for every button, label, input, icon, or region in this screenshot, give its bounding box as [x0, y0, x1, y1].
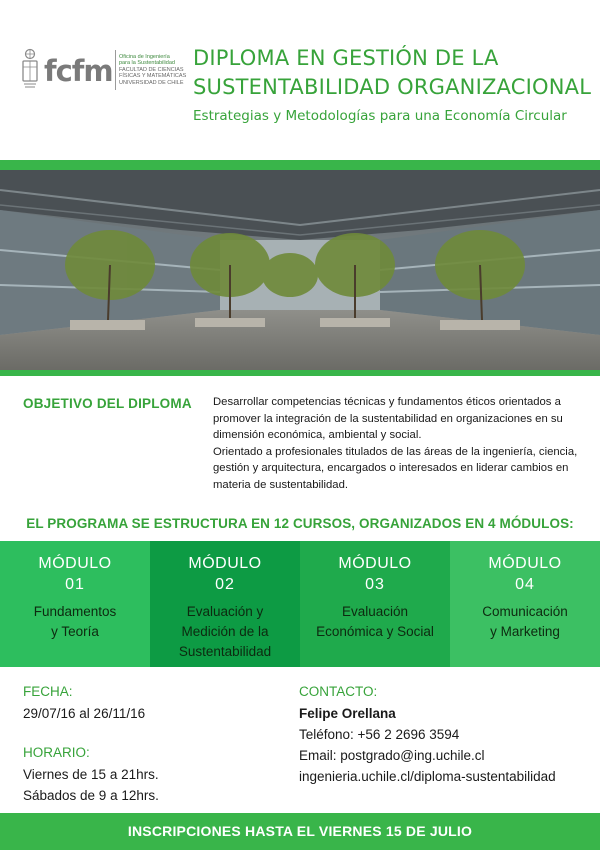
objective-paragraph-2: Orientado a profesionales titulados de las áreas de la ingeniería, ciencia, gestión y arquitectura, encargados o interesados en liderar cambios en materia de sustentabilidad.: [213, 445, 578, 491]
schedule-label: HORARIO:: [23, 745, 90, 760]
org-line-2: para la Sustentabilidad: [119, 60, 175, 67]
faculty-line-3: UNIVERSIDAD DE CHILE: [119, 79, 184, 86]
module-number: 02: [215, 576, 235, 593]
module-number: 04: [515, 576, 535, 593]
module-description: Evaluación y Medición de la Sustentabilidad: [178, 604, 272, 659]
header: [0, 0, 600, 160]
green-band: [0, 160, 600, 170]
module-description: Evaluación Económica y Social: [316, 604, 434, 639]
campus-courtyard-image: [0, 170, 600, 370]
module-card-01: [0, 541, 150, 667]
module-title: MÓDULO: [188, 555, 262, 572]
registration-banner: INSCRIPCIONES HASTA EL VIERNES 15 DE JULIO: [0, 813, 600, 850]
logo-divider: [115, 50, 116, 90]
schedule-values: [23, 764, 159, 806]
objective-heading: OBJETIVO DEL DIPLOMA: [23, 396, 192, 411]
module-card-03: [300, 541, 450, 667]
contact-email[interactable]: Email: postgrado@ing.uchile.cl: [299, 748, 485, 763]
fcfm-logo: [20, 46, 187, 98]
date-value: 29/07/16 al 26/11/16: [23, 706, 146, 721]
campus-photo: [0, 170, 600, 370]
module-title: MÓDULO: [338, 555, 412, 572]
contact-website-link[interactable]: ingenieria.uchile.cl/diploma-sustentabilidad: [299, 769, 556, 784]
module-number: 01: [65, 576, 85, 593]
schedule-line-1: Viernes de 15 a 21hrs.: [23, 767, 159, 782]
objective-paragraph-1: Desarrollar competencias técnicas y fundamentos éticos orientados a promover la integración de la sustentabilidad en organizaciones en su dimensión económica, ambiental y social.: [213, 396, 563, 441]
org-line-1: Oficina de Ingeniería: [119, 54, 170, 60]
module-number: 03: [365, 576, 385, 593]
contact-phone[interactable]: Teléfono: +56 2 2696 3594: [299, 727, 460, 742]
photo-bottom-strip: [0, 370, 600, 376]
module-description: Comunicación y Marketing: [482, 604, 568, 639]
faculty-line-1: FACULTAD DE CIENCIAS: [119, 66, 184, 73]
module-title: MÓDULO: [38, 555, 112, 572]
contact-name: [299, 703, 556, 724]
objective-text: [213, 394, 588, 493]
page-title: [193, 44, 593, 102]
module-description: Fundamentos y Teoría: [33, 604, 117, 639]
module-title: MÓDULO: [488, 555, 562, 572]
contact-name-text: Felipe Orellana: [299, 706, 396, 721]
page-subtitle: Estrategias y Metodologías para una Economía Circular: [193, 108, 567, 124]
faculty-line-2: FÍSICAS Y MATEMÁTICAS: [119, 73, 187, 80]
contact-label: CONTACTO:: [299, 684, 378, 699]
date-label: FECHA:: [23, 684, 73, 699]
logo-institution-text: [119, 54, 189, 86]
title-line-1: DIPLOMA EN GESTIÓN DE LA: [193, 46, 499, 70]
university-seal-icon: [20, 48, 40, 92]
modules-row: [0, 541, 600, 667]
fcfm-wordmark: fcfm: [44, 54, 113, 88]
module-card-04: [450, 541, 600, 667]
schedule-line-2: Sábados de 9 a 12hrs.: [23, 788, 159, 803]
module-card-02: [150, 541, 300, 667]
title-line-2: SUSTENTABILIDAD ORGANIZACIONAL: [193, 75, 592, 99]
contact-details: [299, 703, 556, 787]
program-heading: EL PROGRAMA SE ESTRUCTURA EN 12 CURSOS, ORGANIZADOS EN 4 MÓDULOS:: [26, 516, 574, 531]
